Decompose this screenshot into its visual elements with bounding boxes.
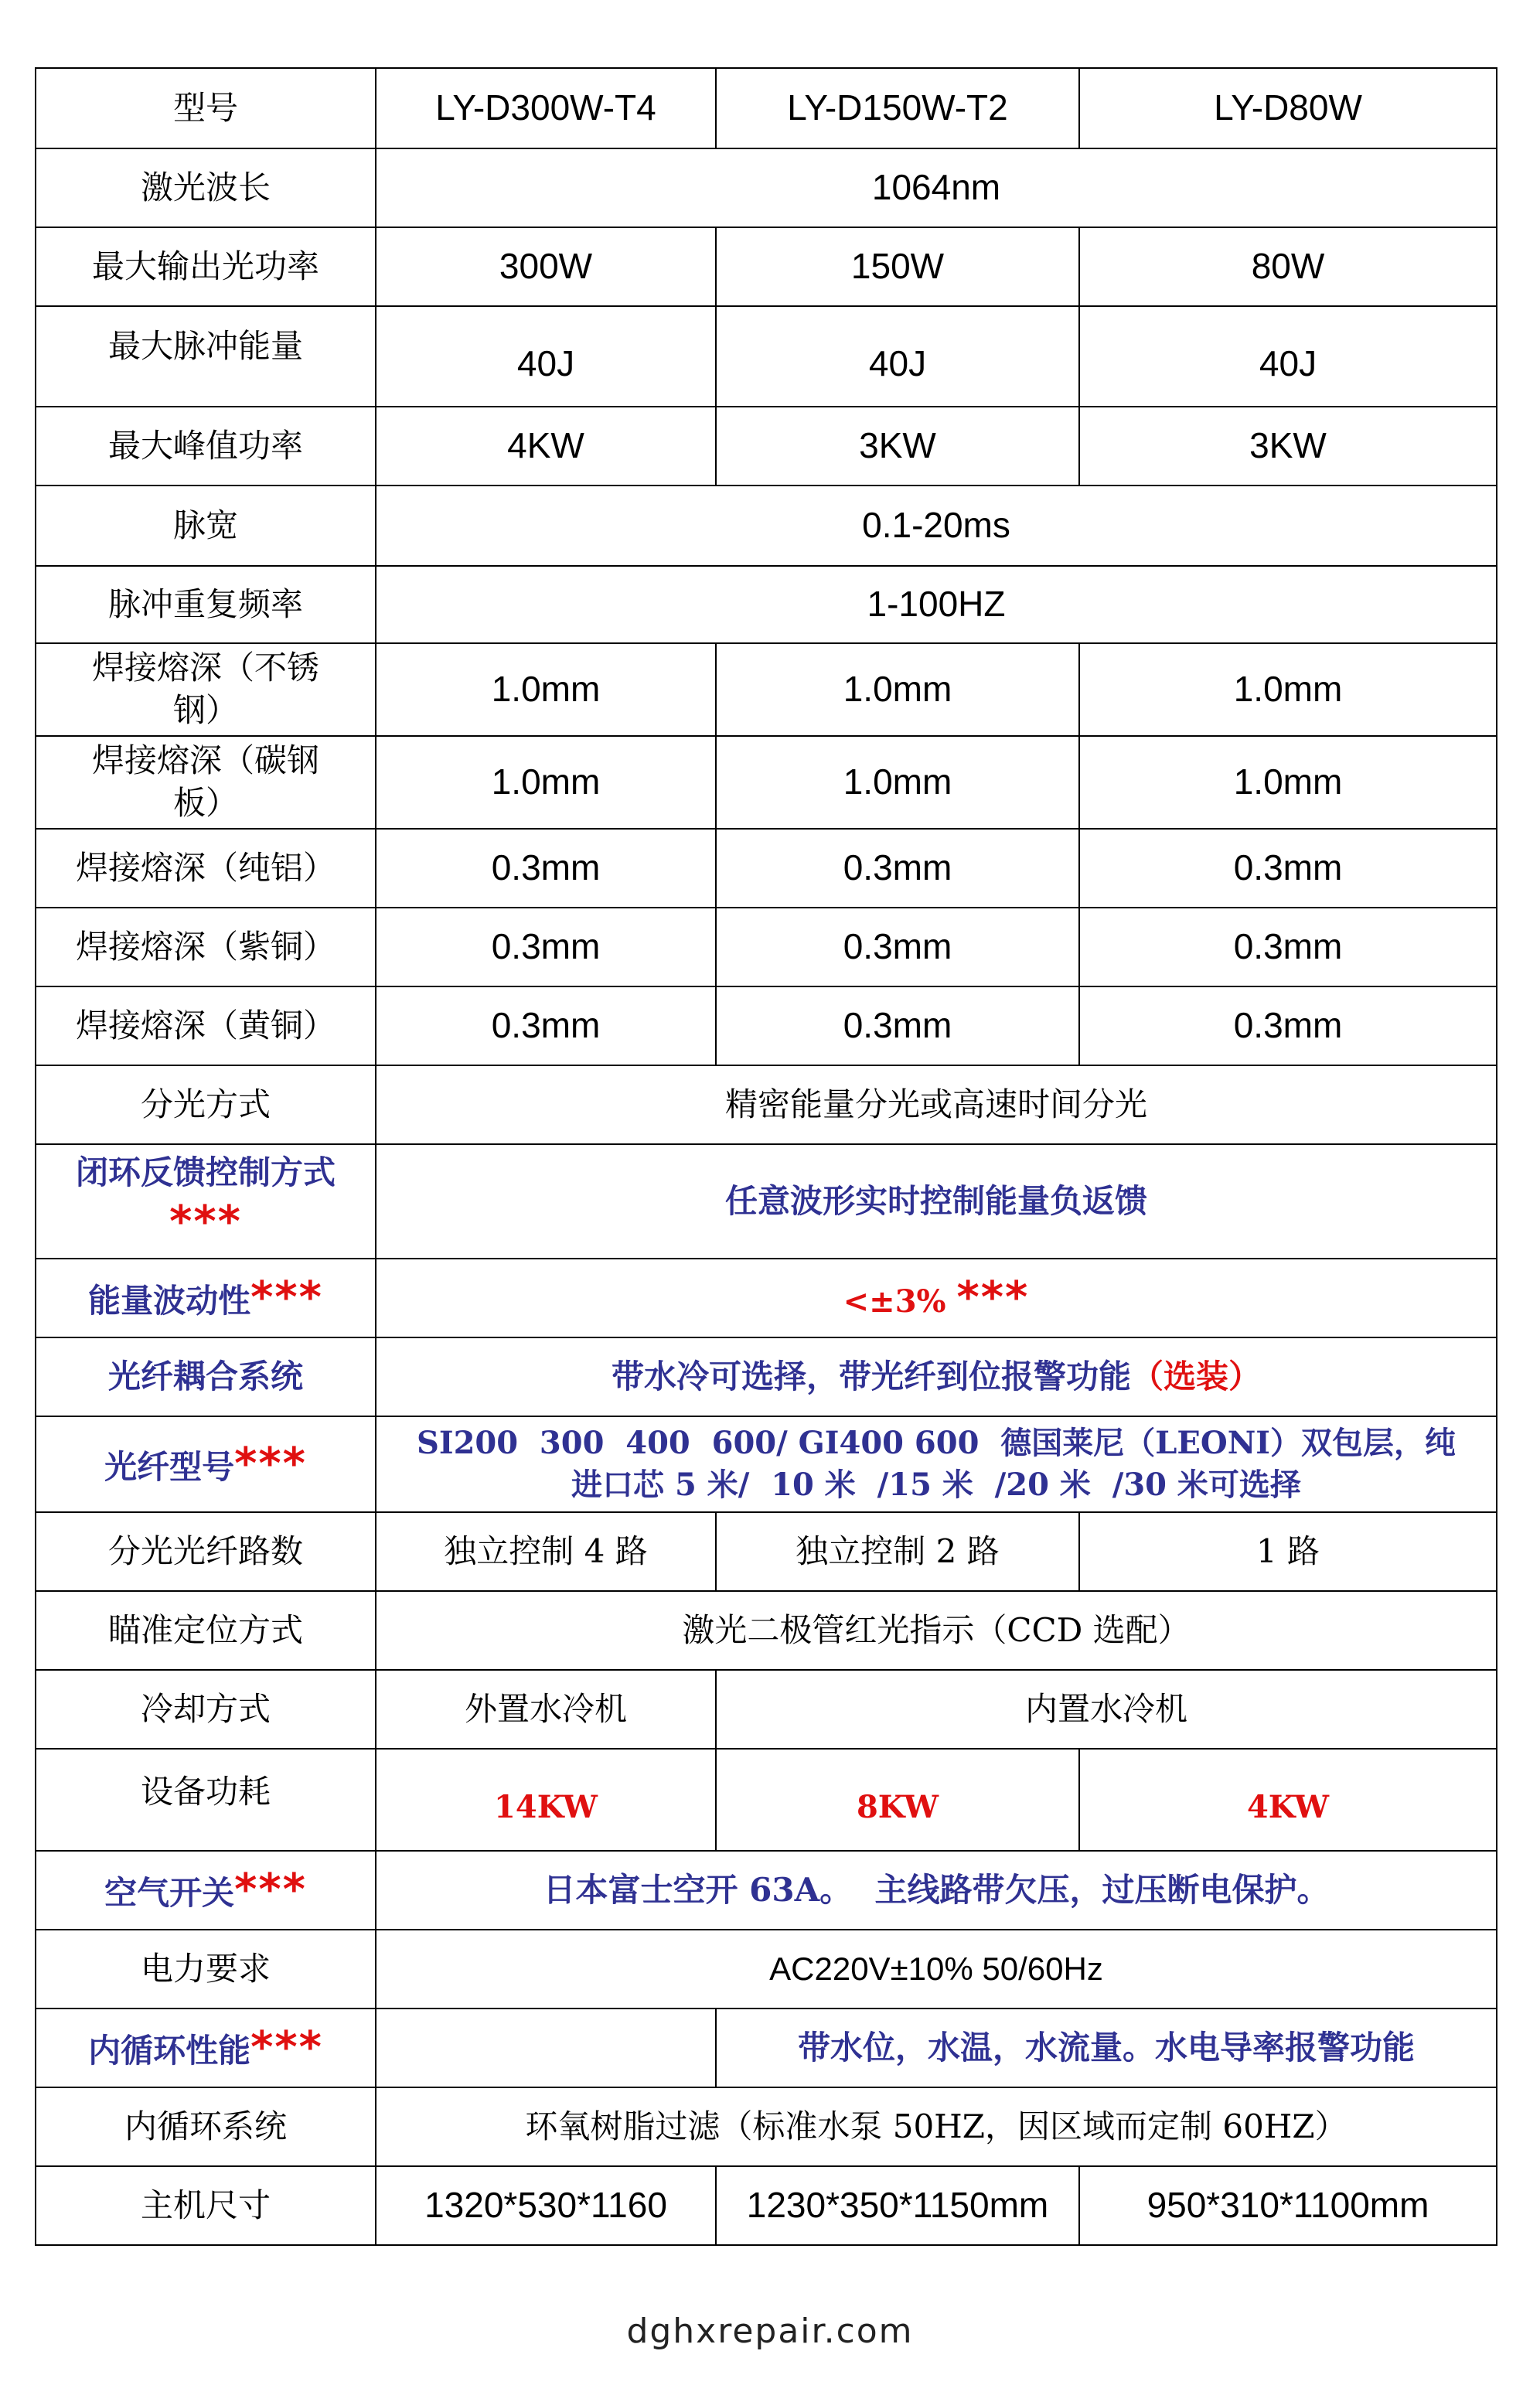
label-pulse-rate: 脉冲重复频率: [36, 566, 376, 643]
dimensions-2: 1230*350*1150mm: [716, 2166, 1079, 2245]
value-pulse-width: 0.1-20ms: [376, 486, 1497, 566]
spec-table: [35, 67, 1497, 2246]
label-split-mode: 分光方式: [36, 1065, 376, 1144]
row-cooling: [36, 1670, 1497, 1749]
cooling-2: 内置水冷机: [716, 1670, 1497, 1749]
energy-stability-value: <±3%: [843, 1283, 946, 1320]
label-max-power: 最大输出光功率: [36, 227, 376, 306]
label-circulation-sys: 内循环系统: [36, 2087, 376, 2166]
label-wavelength: 激光波长: [36, 148, 376, 227]
row-max-pulse-energy: [36, 306, 1497, 407]
label-air-switch-text: 空气开关: [104, 1873, 235, 1912]
label-pulse-width: 脉宽: [36, 486, 376, 566]
row-depth-stainless: [36, 643, 1497, 736]
row-split-mode: [36, 1065, 1497, 1144]
row-max-peak-power: [36, 407, 1497, 486]
label-depth-copper: 焊接熔深（紫铜）: [36, 908, 376, 986]
value-energy-stability: [376, 1259, 1497, 1337]
label-energy-stability-text: 能量波动性: [88, 1281, 251, 1320]
label-circulation-perf: [36, 2009, 376, 2087]
label-depth-carbon-line1: 焊接熔深（碳钢: [91, 741, 319, 780]
label-depth-stainless: [36, 643, 376, 736]
value-aiming: 激光二极管红光指示（CCD 选配）: [376, 1591, 1497, 1670]
row-fiber-coupling: [36, 1337, 1497, 1416]
max-power-3: 80W: [1079, 227, 1497, 306]
row-fiber-type: [36, 1416, 1497, 1512]
max-power-1: 300W: [376, 227, 716, 306]
power-consumption-3: 4KW: [1079, 1749, 1497, 1851]
value-wavelength: 1064nm: [376, 148, 1497, 227]
energy-stability-stars: ***: [250, 1272, 323, 1323]
row-max-power: [36, 227, 1497, 306]
air-switch-stars: ***: [234, 1864, 307, 1915]
power-consumption-1: 14KW: [376, 1749, 716, 1851]
fiber-type-stars: ***: [234, 1438, 307, 1489]
value-power-req: AC220V±10% 50/60Hz: [376, 1930, 1497, 2009]
value-circulation-sys: 环氧树脂过滤（标准水泵 50HZ，因区域而定制 60HZ）: [376, 2087, 1497, 2166]
peak-power-1: 4KW: [376, 407, 716, 486]
label-cooling: 冷却方式: [36, 1670, 376, 1749]
circulation-perf-stars: ***: [250, 2022, 323, 2073]
depth-carbon-2: 1.0mm: [716, 736, 1079, 829]
row-dimensions: [36, 2166, 1497, 2245]
label-fiber-type-text: 光纤型号: [104, 1447, 235, 1486]
label-feedback: [36, 1144, 376, 1259]
dimensions-3: 950*310*1100mm: [1079, 2166, 1497, 2245]
depth-brass-1: 0.3mm: [376, 986, 716, 1065]
fiber-type-line2: 进口芯 5 米/ 10 米 /15 米 /20 米 /30 米可选择: [571, 1467, 1301, 1503]
fiber-coupling-text: 带水冷可选择，带光纤到位报警功能: [611, 1357, 1131, 1395]
value-air-switch: 日本富士空开 63A。 主线路带欠压，过压断电保护。: [376, 1851, 1497, 1930]
row-wavelength: [36, 148, 1497, 227]
row-model: [36, 68, 1497, 148]
value-circulation-perf: 带水位，水温，水流量。水电导率报警功能: [716, 2009, 1497, 2087]
label-air-switch: [36, 1851, 376, 1930]
value-fiber-coupling: [376, 1337, 1497, 1416]
row-circulation-perf: [36, 2009, 1497, 2087]
depth-aluminum-1: 0.3mm: [376, 829, 716, 908]
label-energy-stability: [36, 1259, 376, 1337]
label-depth-stainless-line1: 焊接熔深（不锈: [91, 649, 319, 687]
fiber-paths-1: 独立控制 4 路: [376, 1512, 716, 1591]
fiber-paths-3: 1 路: [1079, 1512, 1497, 1591]
label-model: 型号: [36, 68, 376, 148]
depth-brass-3: 0.3mm: [1079, 986, 1497, 1065]
label-depth-brass: 焊接熔深（黄铜）: [36, 986, 376, 1065]
depth-copper-3: 0.3mm: [1079, 908, 1497, 986]
model-1: LY-D300W-T4: [376, 68, 716, 148]
dimensions-1: 1320*530*1160: [376, 2166, 716, 2245]
model-3: LY-D80W: [1079, 68, 1497, 148]
label-depth-carbon-line2: 板）: [172, 784, 238, 822]
row-feedback: [36, 1144, 1497, 1259]
depth-copper-2: 0.3mm: [716, 908, 1079, 986]
depth-copper-1: 0.3mm: [376, 908, 716, 986]
depth-carbon-1: 1.0mm: [376, 736, 716, 829]
depth-stainless-2: 1.0mm: [716, 643, 1079, 736]
label-max-pulse-energy: 最大脉冲能量: [36, 306, 376, 407]
max-power-2: 150W: [716, 227, 1079, 306]
fiber-type-line1: SI200 300 400 600/ GI400 600 德国莱尼（LEONI）双包层，纯: [416, 1425, 1457, 1461]
value-fiber-type: [376, 1416, 1497, 1512]
label-max-peak-power: 最大峰值功率: [36, 407, 376, 486]
depth-stainless-3: 1.0mm: [1079, 643, 1497, 736]
value-feedback: 任意波形实时控制能量负返馈: [376, 1144, 1497, 1259]
row-pulse-rate: [36, 566, 1497, 643]
row-power-consumption: [36, 1749, 1497, 1851]
row-aiming: [36, 1591, 1497, 1670]
label-fiber-coupling: 光纤耦合系统: [36, 1337, 376, 1416]
label-depth-carbon: [36, 736, 376, 829]
row-pulse-width: [36, 486, 1497, 566]
depth-carbon-3: 1.0mm: [1079, 736, 1497, 829]
fiber-paths-2: 独立控制 2 路: [716, 1512, 1079, 1591]
row-air-switch: [36, 1851, 1497, 1930]
label-feedback-text: 闭环反馈控制方式: [75, 1153, 336, 1192]
row-depth-carbon: [36, 736, 1497, 829]
label-power-consumption: 设备功耗: [36, 1749, 376, 1851]
fiber-coupling-optional: （选装）: [1131, 1357, 1262, 1395]
row-power-req: [36, 1930, 1497, 2009]
feedback-stars: ***: [169, 1196, 242, 1247]
row-depth-brass: [36, 986, 1497, 1065]
label-circulation-perf-text: 内循环性能: [88, 2031, 251, 2070]
label-power-req: 电力要求: [36, 1930, 376, 2009]
value-split-mode: 精密能量分光或高速时间分光: [376, 1065, 1497, 1144]
label-aiming: 瞄准定位方式: [36, 1591, 376, 1670]
label-fiber-paths: 分光光纤路数: [36, 1512, 376, 1591]
row-energy-stability: [36, 1259, 1497, 1337]
depth-brass-2: 0.3mm: [716, 986, 1079, 1065]
energy-stability-value-stars: ***: [956, 1272, 1030, 1323]
label-depth-stainless-line2: 钢）: [172, 691, 238, 729]
peak-power-2: 3KW: [716, 407, 1079, 486]
depth-aluminum-2: 0.3mm: [716, 829, 1079, 908]
label-dimensions: 主机尺寸: [36, 2166, 376, 2245]
cooling-1: 外置水冷机: [376, 1670, 716, 1749]
circulation-perf-empty: [376, 2009, 716, 2087]
depth-aluminum-3: 0.3mm: [1079, 829, 1497, 908]
label-depth-aluminum: 焊接熔深（纯铝）: [36, 829, 376, 908]
row-circulation-sys: [36, 2087, 1497, 2166]
depth-stainless-1: 1.0mm: [376, 643, 716, 736]
pulse-energy-2: 40J: [716, 306, 1079, 407]
label-fiber-type: [36, 1416, 376, 1512]
footer-url: dghxrepair.com: [626, 2312, 914, 2351]
peak-power-3: 3KW: [1079, 407, 1497, 486]
value-pulse-rate: 1-100HZ: [376, 566, 1497, 643]
power-consumption-2: 8KW: [716, 1749, 1079, 1851]
row-depth-copper: [36, 908, 1497, 986]
pulse-energy-1: 40J: [376, 306, 716, 407]
row-depth-aluminum: [36, 829, 1497, 908]
row-fiber-paths: [36, 1512, 1497, 1591]
pulse-energy-3: 40J: [1079, 306, 1497, 407]
model-2: LY-D150W-T2: [716, 68, 1079, 148]
